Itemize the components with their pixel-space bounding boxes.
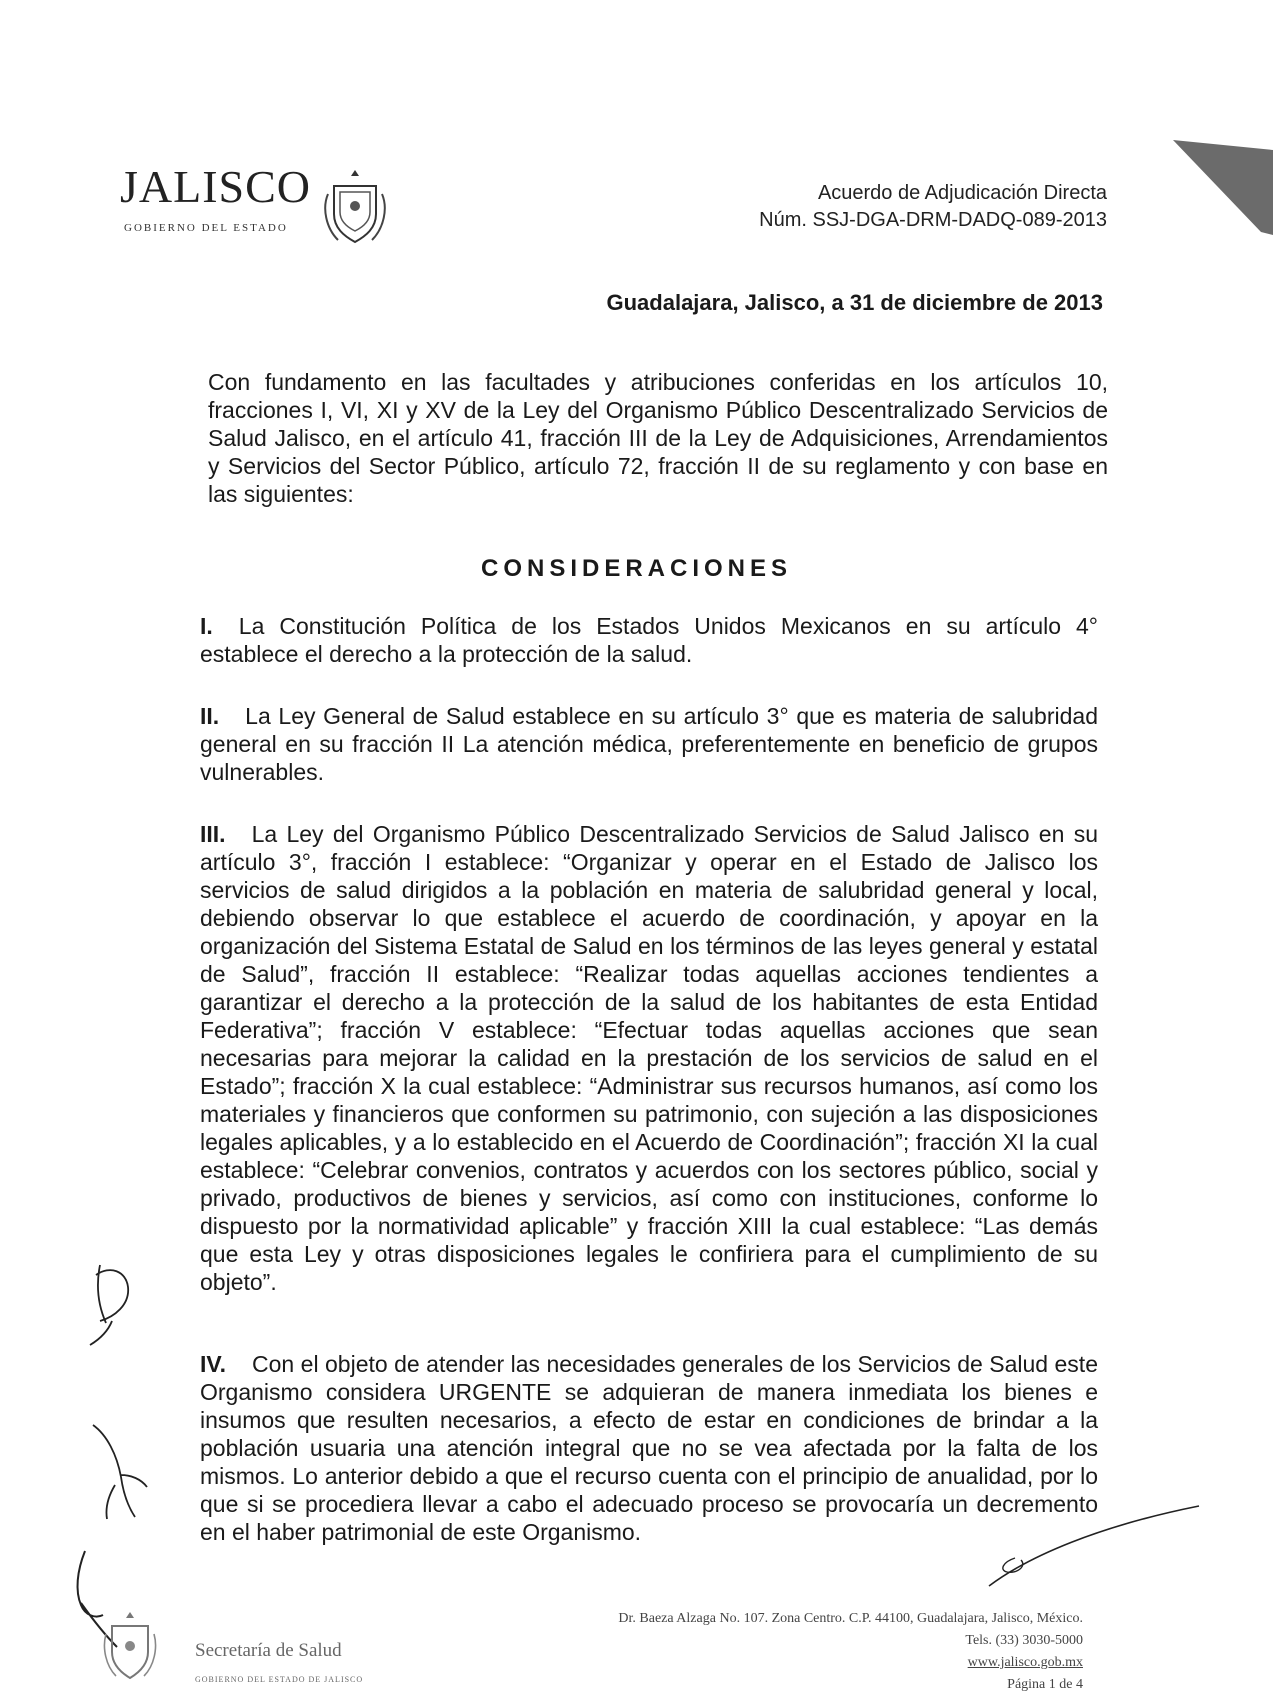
item-text: La Constitución Política de los Estados Unidos Mexicanos en su artículo 4° establece el derecho a la protección de la salud. — [200, 613, 1098, 667]
item-number: IV. — [200, 1351, 227, 1377]
item-text: Con el objeto de atender las necesidades generales de los Servicios de Salud este Organismo considera URGENTE se adquieran de manera inmediata los bienes e insumos que resulten necesarios, a efecto de estar en condiciones de brindar a la población usuaria una atención integral que no se vea afectada por la falta de los mismos. Lo anterior debido a que el recurso cuenta con el principio de anualidad, por lo que si se procediera llevar a cabo el adecuado proceso se provocaría un decremento en el haber patrimonial de este Organismo. — [200, 1351, 1098, 1545]
document-number: Núm. SSJ-DGA-DRM-DADQ-089-2013 — [759, 209, 1107, 231]
footer-address: Dr. Baeza Alzaga No. 107. Zona Centro. C.P. 44100, Guadalajara, Jalisco, México. — [618, 1611, 1083, 1626]
document-type: Acuerdo de Adjudicación Directa — [817, 182, 1107, 204]
item-number: I. — [200, 613, 213, 639]
scan-corner-mark-icon — [1173, 140, 1273, 240]
consideration-item — [200, 702, 1098, 786]
document-header — [759, 180, 1107, 234]
item-number: II. — [200, 703, 220, 729]
section-title: CONSIDERACIONES — [480, 555, 793, 582]
place-date: Guadalajara, Jalisco, a 31 de diciembre de 2013 — [606, 290, 1103, 315]
consideration-item — [200, 820, 1098, 1296]
logo-title: JALISCO — [120, 161, 312, 212]
signature-stroke-icon — [985, 1500, 1205, 1590]
initials-signature-icon — [85, 1415, 155, 1525]
coat-of-arms-icon — [320, 164, 390, 248]
initials-signature-icon — [80, 1255, 140, 1355]
logo-subtitle: GOBIERNO DEL ESTADO — [124, 222, 288, 234]
consideration-item — [200, 1350, 1098, 1546]
footer-phone: Tels. (33) 3030-5000 — [965, 1633, 1083, 1648]
item-text: La Ley del Organismo Público Descentralizado Servicios de Salud Jalisco en su artículo 3°, fracción I establece: “Organizar y operar en el Estado de Jalisco los servicios de salud dirigidos a la población en materia de salubridad general y local, debiendo observar lo que establece el acuerdo de coordinación, y apoyar en la organización del Sistema Estatal de Salud en los términos de las leyes general y estatal de Salud”, fracción II establece: “Realizar todas aquellas acciones tendientes a garantizar el derecho a la protección de la salud de los habitantes de esta Entidad Federativa”; fracción V establece: “Efectuar todas aquellas acciones que sean necesarias para mejorar la calidad en la prestación de los servicios de salud en el Estado”; fracción X la cual establece: “Administrar sus recursos humanos, así como los materiales y financieros que conformen su patrimonio, con sujeción a las disposiciones legales aplicables, y a lo establecido en el Acuerdo de Coordinación”; fracción XI la cual establece: “Celebrar convenios, contratos y acuerdos con los sectores público, social y privado, productivos de bienes y servicios, así como con instituciones, conforme lo dispuesto por la normatividad aplicable” y fracción XIII la cual establece: “Las demás que esta Ley y otras disposiciones legales le confiriera para el cumplimiento de su objeto”. — [200, 821, 1098, 1295]
consideration-item — [200, 612, 1098, 668]
footer-contact — [618, 1608, 1083, 1696]
jalisco-logo — [120, 160, 400, 250]
footer-coat-of-arms-icon — [100, 1608, 160, 1688]
footer-government: GOBIERNO DEL ESTADO DE JALISCO — [195, 1675, 364, 1684]
footer-website-link[interactable]: www.jalisco.gob.mx — [967, 1655, 1083, 1670]
item-number: III. — [200, 821, 226, 847]
footer-department: Secretaría de Salud — [195, 1640, 342, 1661]
item-text: La Ley General de Salud establece en su artículo 3° que es materia de salubridad general en su fracción II La atención médica, preferentemente en beneficio de grupos vulnerables. — [200, 703, 1098, 785]
intro-paragraph: Con fundamento en las facultades y atribuciones conferidas en los artículos 10, fracciones I, VI, XI y XV de la Ley del Organismo Público Descentralizado Servicios de Salud Jalisco, en el artículo 41, fracción III de la Ley de Adquisiciones, Arrendamientos y Servicios del Sector Público, artículo 72, fracción II de su reglamento y con base en las siguientes: — [208, 369, 1108, 507]
footer-page-number: Página 1 de 4 — [1007, 1677, 1083, 1692]
